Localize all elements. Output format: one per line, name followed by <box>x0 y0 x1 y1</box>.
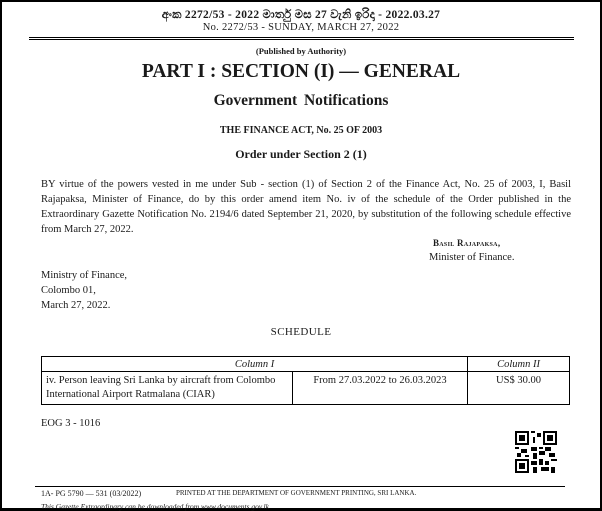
footer-rule <box>35 486 565 487</box>
part-section-title: PART I : SECTION (I) — GENERAL <box>141 61 461 82</box>
table-row <box>42 372 570 405</box>
download-note: This Gazette Extraordinary can be downloaded from www.documents.gov.lk <box>41 502 269 511</box>
item-description-cell: iv. Person leaving Sri Lanka by aircraft from Colombo International Airport Ratmalana (CIAR) <box>42 372 293 405</box>
period-cell: From 27.03.2022 to 26.03.2023 <box>293 372 468 405</box>
header-rule-top <box>29 37 574 38</box>
qr-code-icon <box>515 431 557 473</box>
signatory-title: Minister of Finance. <box>429 252 515 263</box>
gazette-number-sinhala: අංක 2272/53 - 2022 මාර්තු මස 27 වැනි ඉරිදා - 2022.03.27 <box>161 9 441 21</box>
signatory-name: Basil Rajapaksa, <box>433 238 501 248</box>
ministry-line: Ministry of Finance, <box>41 270 128 281</box>
table-header-row <box>42 357 570 372</box>
section-heading: Government Notifications <box>213 92 389 109</box>
header-rule-bottom <box>29 39 574 40</box>
published-by-authority: (Published by Authority) <box>255 46 347 56</box>
order-body-paragraph: BY virtue of the powers vested in me under Sub - section (1) of Section 2 of the Finance Act, No. 25 of 2003, I, Basil Rajapaksa, Minister of Finance, do by this order amend item No. iv of the schedule of the Order published in the Extraordinary Gazette Notification No. 2194/6 dated September 21, 2020, by substitution of the following schedule effective from March 27, 2022. <box>41 179 571 235</box>
column-header-2: Column II <box>468 357 570 372</box>
ministry-address <box>41 268 127 313</box>
order-title: Order under Section 2 (1) <box>235 147 367 161</box>
ministry-line: Colombo 01, <box>41 285 96 296</box>
print-code: 1A- PG 5790 — 531 (03/2022) <box>41 489 142 498</box>
ministry-line: March 27, 2022. <box>41 300 111 311</box>
schedule-heading: SCHEDULE <box>270 326 332 338</box>
printer-note: PRINTED AT THE DEPARTMENT OF GOVERNMENT PRINTING, SRI LANKA. <box>176 489 417 497</box>
act-title: THE FINANCE ACT, No. 25 OF 2003 <box>219 125 383 136</box>
column-header-1: Column I <box>42 357 468 372</box>
gazette-number-english: No. 2272/53 - SUNDAY, MARCH 27, 2022 <box>202 22 400 33</box>
amount-cell: US$ 30.00 <box>468 372 570 405</box>
eog-reference: EOG 3 - 1016 <box>41 418 101 429</box>
schedule-table <box>41 356 570 405</box>
